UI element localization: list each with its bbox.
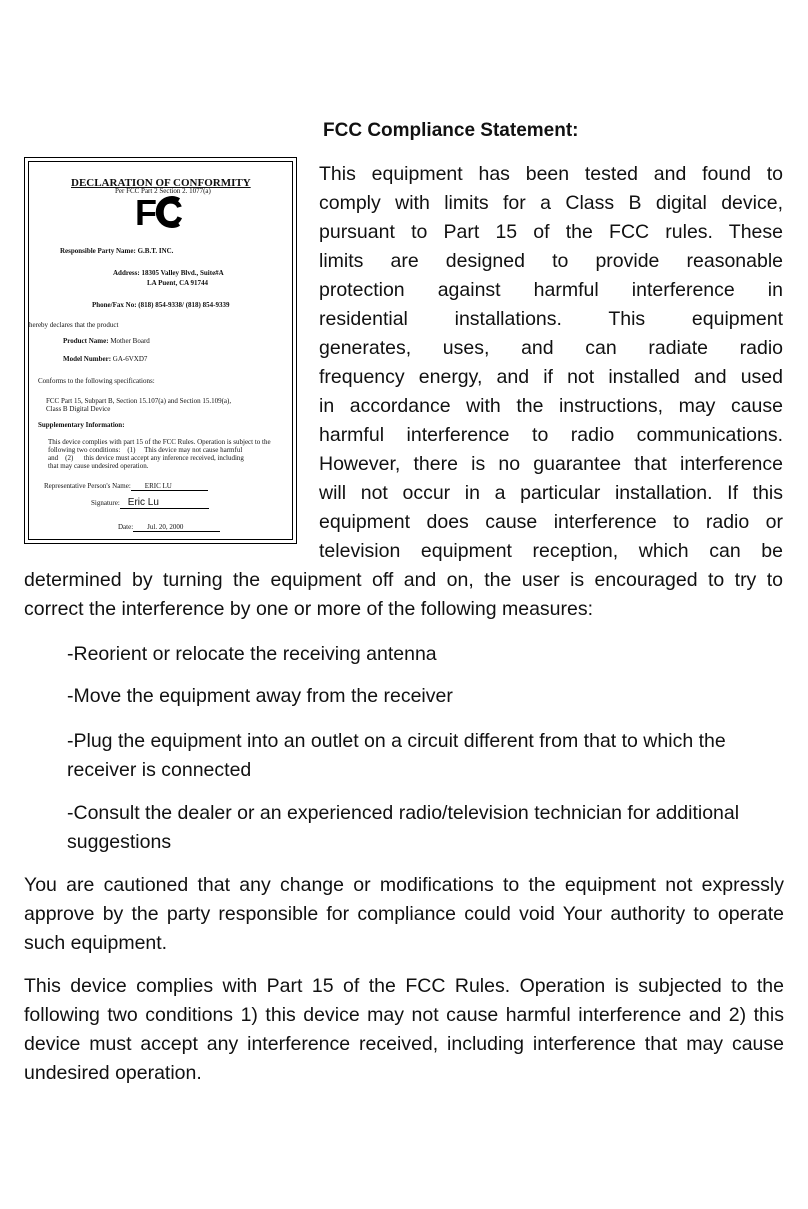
representative-value: ERIC LU bbox=[131, 482, 208, 491]
caution-paragraph: You are cautioned that any change or modifications to the equipment not expressly approve by the party responsible for compliance could void Your authority to operate such equipment. bbox=[24, 874, 784, 954]
measure-item: -Consult the dealer or an experienced radio/television technician for additional suggestions bbox=[67, 802, 740, 853]
supplementary-line-3: and (2) this device must accept any inference received, including bbox=[48, 454, 244, 462]
supplementary-line-4: that may cause undesired operation. bbox=[48, 462, 149, 470]
compliance-paragraph: This device complies with Part 15 of the FCC Rules. Operation is subjected to the following two conditions 1) this device may not cause harmful interference and 2) this device must accept any interference received, including interference that may cause undesired operation. bbox=[24, 975, 784, 1084]
paragraph-line: However, there is no guarantee that interference bbox=[319, 453, 783, 475]
date-value: Jul. 20, 2000 bbox=[133, 523, 220, 532]
declaration-of-conformity bbox=[24, 157, 297, 544]
paragraph-line: protection against harmful interference in bbox=[319, 279, 783, 301]
paragraph-line: comply with limits for a Class B digital device, bbox=[319, 192, 783, 214]
address-line-2: LA Puent, CA 91744 bbox=[147, 279, 209, 287]
product-label: Product Name: bbox=[63, 337, 109, 345]
declaration-inner-frame bbox=[28, 161, 293, 540]
paragraph-line: television equipment reception, which can be bbox=[319, 540, 783, 562]
signature-row bbox=[91, 497, 209, 509]
paragraph-line: equipment does cause interference to radio or bbox=[319, 511, 783, 533]
paragraph-line: will not occur in a particular installation. If this bbox=[319, 482, 783, 504]
address-label: Address: bbox=[113, 269, 140, 277]
fcc-logo bbox=[133, 194, 199, 230]
paragraph-line: limits are designed to provide reasonable bbox=[319, 250, 783, 272]
date-label: Date: bbox=[118, 523, 134, 531]
responsible-party-row bbox=[60, 247, 173, 255]
phone-value: (818) 854-9338/ (818) 854-9339 bbox=[138, 301, 230, 309]
signature-value: Eric Lu bbox=[120, 497, 209, 509]
paragraph-line: generates, uses, and can radiate radio bbox=[319, 337, 783, 359]
conforms-text: Conforms to the following specifications: bbox=[38, 377, 155, 385]
date-row bbox=[118, 523, 220, 532]
address-row bbox=[113, 269, 224, 277]
representative-row bbox=[44, 482, 208, 491]
measure-item: -Plug the equipment into an outlet on a circuit different from that to which the receiver is connected bbox=[67, 730, 726, 781]
paragraph-line: harmful interference to radio communications. bbox=[319, 424, 783, 446]
paragraph-line: pursuant to Part 15 of the FCC rules. These bbox=[319, 221, 783, 243]
paragraph-line: residential installations. This equipment bbox=[319, 308, 783, 330]
supplementary-label: Supplementary Information: bbox=[38, 421, 125, 429]
model-label: Model Number: bbox=[63, 355, 112, 363]
spec-line-1: FCC Part 15, Subpart B, Section 15.107(a) and Section 15.109(a), bbox=[46, 397, 232, 405]
supplementary-line-1: This device complies with part 15 of the FCC Rules. Operation is subject to the bbox=[48, 438, 271, 446]
declaration-title: DECLARATION OF CONFORMITY bbox=[71, 177, 251, 189]
measure-item: -Reorient or relocate the receiving antenna bbox=[67, 643, 437, 665]
paragraph-line: frequency energy, and if not installed and used bbox=[319, 366, 783, 388]
paragraph-line: This equipment has been tested and found to bbox=[319, 163, 783, 185]
model-row bbox=[63, 355, 147, 363]
responsible-party-value: G.B.T. INC. bbox=[137, 247, 174, 255]
representative-label: Representative Person's Name: bbox=[44, 482, 131, 490]
product-row bbox=[63, 337, 150, 345]
signature-label: Signature: bbox=[91, 499, 120, 507]
product-value: Mother Board bbox=[110, 337, 150, 345]
paragraph-line: determined by turning the equipment off and on, the user is encouraged to try to bbox=[24, 569, 783, 591]
declares-text: hereby declares that the product bbox=[29, 321, 119, 329]
phone-row bbox=[92, 301, 229, 309]
declaration-reference: Per FCC Part 2 Section 2. 1077(a) bbox=[115, 187, 211, 195]
model-value: GA-6VXD7 bbox=[112, 355, 148, 363]
spec-line-2: Class B Digital Device bbox=[46, 405, 111, 413]
paragraph-line: in accordance with the instructions, may cause bbox=[319, 395, 783, 417]
fcc-logo-text: FC bbox=[135, 194, 183, 230]
supplementary-line-2: following two conditions: (1) This device may not cause harmful bbox=[48, 446, 243, 454]
page-title: FCC Compliance Statement: bbox=[323, 120, 579, 141]
measure-item: -Move the equipment away from the receiver bbox=[67, 685, 453, 707]
phone-label: Phone/Fax No: bbox=[92, 301, 137, 309]
responsible-party-label: Responsible Party Name: bbox=[60, 247, 136, 255]
address-line-1: 18305 Valley Blvd., Suite#A bbox=[141, 269, 224, 277]
paragraph-line: correct the interference by one or more of the following measures: bbox=[24, 598, 594, 620]
